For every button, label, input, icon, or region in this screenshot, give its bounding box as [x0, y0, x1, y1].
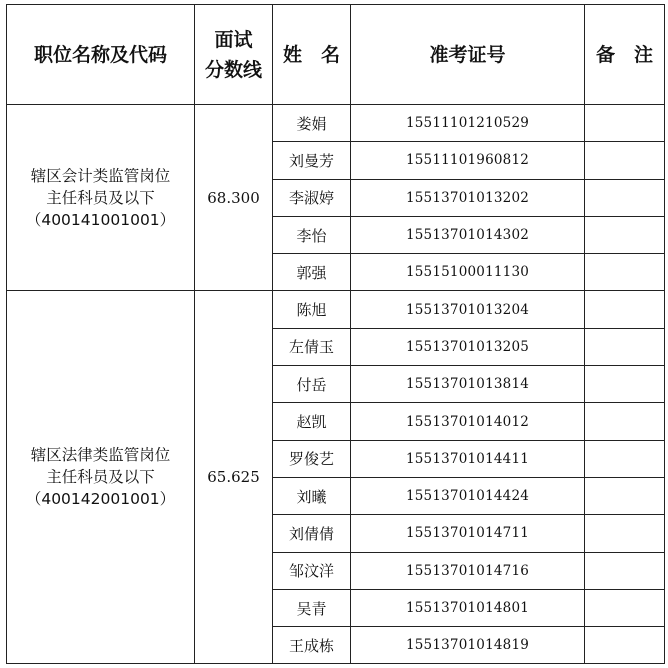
- position-cell: [7, 291, 195, 664]
- header-ticket: 准考证号: [351, 5, 585, 105]
- position-position-line2: 主任科员及以下: [46, 188, 155, 207]
- note-cell: [585, 440, 665, 477]
- ticket-cell: 15513701013205: [351, 328, 585, 365]
- position-position-line1: 辖区法律类监管岗位: [30, 446, 171, 465]
- note-cell: [585, 216, 665, 253]
- position-cell: [7, 105, 195, 291]
- ticket-cell: 15513701014716: [351, 552, 585, 589]
- name-cell: 刘曼芳: [273, 142, 351, 179]
- header-position: 职位名称及代码: [7, 5, 195, 105]
- name-cell: 吴青: [273, 589, 351, 626]
- ticket-cell: 15513701014801: [351, 589, 585, 626]
- note-cell: [585, 142, 665, 179]
- name-cell: 左倩玉: [273, 328, 351, 365]
- position-position-code: （400141001001）: [25, 210, 176, 229]
- note-cell: [585, 179, 665, 216]
- ticket-cell: 15513701014424: [351, 477, 585, 514]
- ticket-cell: 15513701014711: [351, 515, 585, 552]
- note-cell: [585, 328, 665, 365]
- header-name: 姓 名: [273, 5, 351, 105]
- position-position-code: （400142001001）: [25, 490, 176, 509]
- name-cell: 刘曦: [273, 477, 351, 514]
- note-cell: [585, 589, 665, 626]
- position-position-line2: 主任科员及以下: [46, 468, 155, 487]
- position-position-line1: 辖区会计类监管岗位: [30, 166, 171, 185]
- header-score-line1: 面试: [214, 28, 253, 51]
- note-cell: [585, 552, 665, 589]
- score-cell: 65.625: [195, 291, 273, 664]
- name-cell: 李淑婷: [273, 179, 351, 216]
- header-row: [7, 5, 665, 105]
- ticket-cell: 15513701013814: [351, 366, 585, 403]
- name-cell: 王成栋: [273, 627, 351, 664]
- name-cell: 李怡: [273, 216, 351, 253]
- note-cell: [585, 291, 665, 328]
- header-score-line2: 分数线: [204, 58, 262, 81]
- ticket-cell: 15513701014819: [351, 627, 585, 664]
- name-cell: 邹汶洋: [273, 552, 351, 589]
- name-cell: 陈旭: [273, 291, 351, 328]
- ticket-cell: 15515100011130: [351, 254, 585, 291]
- ticket-cell: 15513701013202: [351, 179, 585, 216]
- header-note: 备 注: [585, 5, 665, 105]
- note-cell: [585, 627, 665, 664]
- name-cell: 赵凯: [273, 403, 351, 440]
- table-row: [7, 105, 665, 142]
- header-score: [195, 5, 273, 105]
- table-row: [7, 291, 665, 328]
- note-cell: [585, 254, 665, 291]
- ticket-cell: 15513701013204: [351, 291, 585, 328]
- name-cell: 付岳: [273, 366, 351, 403]
- score-cell: 68.300: [195, 105, 273, 291]
- note-cell: [585, 366, 665, 403]
- note-cell: [585, 105, 665, 142]
- note-cell: [585, 515, 665, 552]
- name-cell: 刘倩倩: [273, 515, 351, 552]
- ticket-cell: 15513701014411: [351, 440, 585, 477]
- note-cell: [585, 403, 665, 440]
- ticket-cell: 15511101960812: [351, 142, 585, 179]
- ticket-cell: 15511101210529: [351, 105, 585, 142]
- name-cell: 娄娟: [273, 105, 351, 142]
- name-cell: 罗俊艺: [273, 440, 351, 477]
- ticket-cell: 15513701014302: [351, 216, 585, 253]
- note-cell: [585, 477, 665, 514]
- name-cell: 郭强: [273, 254, 351, 291]
- results-table: [6, 4, 665, 664]
- ticket-cell: 15513701014012: [351, 403, 585, 440]
